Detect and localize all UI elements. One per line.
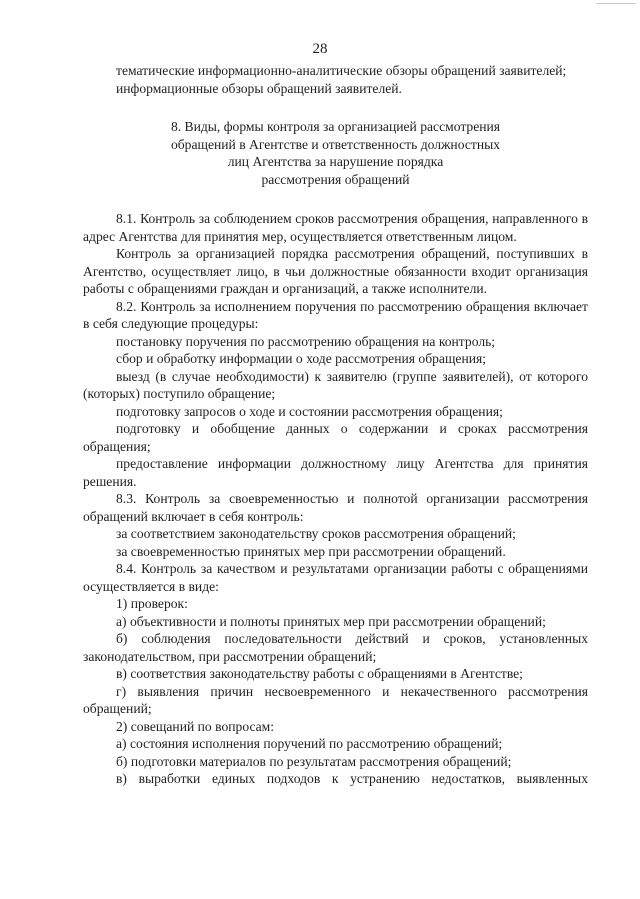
paragraph: постановку поручения по рассмотрению обращения на контроль; <box>116 333 496 349</box>
paragraph: 8.2. Контроль за исполнением поручения по рассмотрению обращения включает в себя следующие процедуры: <box>83 298 588 331</box>
paragraph: подготовку и обобщение данных о содержании и сроках рассмотрения обращения; <box>83 421 588 454</box>
heading-line: 8. Виды, формы контроля за организацией рассмотрения <box>170 119 501 134</box>
page-number: 28 <box>312 41 328 57</box>
paragraph: 8.3. Контроль за своевременностью и полнотой организации рассмотрения обращений включает в себя контроль: <box>83 491 588 524</box>
paragraph: Контроль за организацией порядка рассмотрения обращений, поступивших в Агентство, осуществляет лицо, в чьи должностные обязанности входит организация работы с обращениями граждан и организаций, а также исполнители. <box>83 246 588 296</box>
paragraph: тематические информационно-аналитические обзоры обращений заявителей; <box>116 63 567 78</box>
paragraph: г) выявления причин несвоевременного и некачественного рассмотрения обращений; <box>83 683 588 716</box>
paragraph: за соответствием законодательству сроков рассмотрения обращений; <box>116 526 516 541</box>
document-body <box>83 62 588 788</box>
paragraph: выезд (в случае необходимости) к заявителю (группе заявителей), от которого (которых) поступило обращение; <box>83 368 588 401</box>
paragraph: информационные обзоры обращений заявителей. <box>116 80 402 96</box>
paragraph: 2) совещаний по вопросам: <box>116 718 275 734</box>
heading-line: лиц Агентства за нарушение порядка <box>227 154 444 169</box>
paragraph: б) соблюдения последовательности действий и сроков, установленных законодательством, при рассмотрении обращений; <box>83 631 588 664</box>
paragraph: 8.1. Контроль за соблюдением сроков рассмотрения обращения, направленного в адрес Агентства для принятия мер, осуществляется ответственным лицом. <box>83 211 588 244</box>
intro-paragraphs <box>83 62 588 97</box>
section-heading <box>83 118 588 188</box>
paragraph: а) состояния исполнения поручений по рассмотрению обращений; <box>116 736 503 751</box>
paragraph: а) объективности и полноты принятых мер при рассмотрении обращений; <box>116 613 546 629</box>
paragraph: в) соответствия законодательству работы с обращениями в Агентстве; <box>116 666 523 681</box>
paragraph: за своевременностью принятых мер при рассмотрении обращений. <box>116 543 506 559</box>
paragraph: 1) проверок: <box>116 596 188 611</box>
paragraph: подготовку запросов о ходе и состоянии рассмотрения обращения; <box>116 403 503 419</box>
paragraph: предоставление информации должностному лицу Агентства для принятия решения. <box>83 456 588 489</box>
paragraph: б) подготовки материалов по результатам рассмотрения обращений; <box>116 753 512 769</box>
paragraph: в) выработки единых подходов к устранению недостатков, выявленных <box>116 771 588 786</box>
scan-edge-mark <box>596 3 636 4</box>
paragraph: 8.4. Контроль за качеством и результатами организации работы с обращениями осуществляется в виде: <box>83 561 588 594</box>
section-paragraphs <box>83 210 588 788</box>
heading-line: обращений в Агентстве и ответственность должностных <box>170 136 501 152</box>
heading-line: рассмотрения обращений <box>261 171 410 187</box>
paragraph: сбор и обработку информации о ходе рассмотрения обращения; <box>116 351 487 366</box>
